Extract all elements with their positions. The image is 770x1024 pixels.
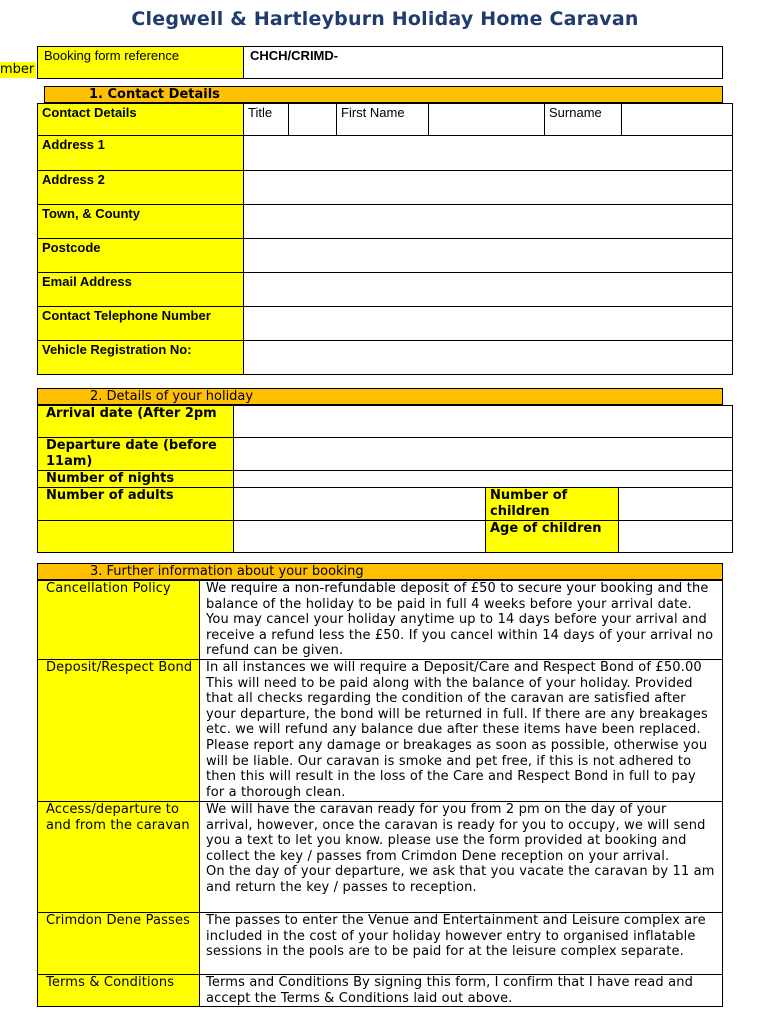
cut-off-label: mber xyxy=(0,62,35,77)
telephone-label: Contact Telephone Number xyxy=(38,307,244,341)
postcode-label: Postcode xyxy=(38,239,244,273)
terms-conditions-label: Terms & Conditions xyxy=(38,975,200,1007)
departure-date-label: Departure date (before 11am) xyxy=(38,438,234,471)
title-input[interactable] xyxy=(289,104,337,136)
holiday-details-table xyxy=(37,405,733,553)
title-label: Title xyxy=(244,104,289,136)
email-address-input[interactable] xyxy=(244,273,733,307)
telephone-input[interactable] xyxy=(244,307,733,341)
access-departure-text-2: On the day of your departure, we ask that you vacate the caravan by 11 am and return the key / passes to reception. xyxy=(206,864,715,895)
terms-conditions-text: Terms and Conditions By signing this form, I confirm that I have read and accept the Terms & Conditions laid out above. xyxy=(200,975,723,1007)
departure-date-input[interactable] xyxy=(234,438,733,471)
access-departure-cell xyxy=(200,802,723,913)
section-1-heading: 1. Contact Details xyxy=(44,86,723,103)
arrival-date-input[interactable] xyxy=(234,406,733,438)
section-2-heading: 2. Details of your holiday xyxy=(37,388,723,405)
booking-reference-label: Booking form reference xyxy=(38,47,244,79)
deposit-bond-text: In all instances we will require a Deposit/Care and Respect Bond of £50.00 This will need to be paid along with the balance of your holiday. Provided that all checks regarding the condition of the caravan are satisfied after your departure, the bond will be returned in full. If there are any breakages etc. we will refund any balance due after these items have been replaced. Please report any damage or breakages as soon as possible, otherwise you will be liable. Our caravan is smoke and pet free, if this is not adhered to then this will result in the loss of the Care and Respect Bond in full to pay for a thorough clean. xyxy=(200,660,723,802)
further-information-table xyxy=(37,580,723,1007)
email-address-label: Email Address xyxy=(38,273,244,307)
contact-details-table xyxy=(37,103,733,375)
address-1-label: Address 1 xyxy=(38,136,244,171)
deposit-bond-label: Deposit/Respect Bond xyxy=(38,660,200,802)
surname-input[interactable] xyxy=(622,104,733,136)
number-of-adults-label: Number of adults xyxy=(38,488,234,521)
town-county-input[interactable] xyxy=(244,205,733,239)
first-name-label: First Name xyxy=(337,104,429,136)
crimdon-dene-passes-text: The passes to enter the Venue and Entertainment and Leisure complex are included in the cost of your holiday however entry to organised inflatable sessions in the pools are to be paid for at the leisure complex separate. xyxy=(200,913,723,975)
access-departure-text: We will have the caravan ready for you from 2 pm on the day of your arrival, however, once the caravan is ready for you to occupy, we will send you a text to let you know. please use the form provided at booking and collect the key / passes from Crimdon Dene reception on your arrival. xyxy=(206,802,706,864)
age-of-children-input[interactable] xyxy=(619,521,733,553)
booking-reference-table xyxy=(37,46,723,79)
number-of-adults-input[interactable] xyxy=(234,488,486,521)
number-of-nights-input[interactable] xyxy=(234,471,733,488)
number-of-children-input[interactable] xyxy=(619,488,733,521)
address-2-label: Address 2 xyxy=(38,171,244,205)
age-of-children-label: Age of children xyxy=(486,521,619,553)
cancellation-policy-text: We require a non-refundable deposit of £50 to secure your booking and the balance of the holiday to be paid in full 4 weeks before your arrival date. You may cancel your holiday anytime up to 14 days before your arrival and receive a refund less the £50. If you cancel within 14 days of your arrival no refund can be given. xyxy=(200,581,723,660)
document-title: Clegwell & Hartleyburn Holiday Home Caravan xyxy=(131,8,639,30)
section-3-heading: 3. Further information about your booking xyxy=(37,563,723,580)
vehicle-registration-input[interactable] xyxy=(244,341,733,375)
arrival-date-label: Arrival date (After 2pm xyxy=(38,406,234,438)
first-name-input[interactable] xyxy=(429,104,545,136)
number-of-nights-label: Number of nights xyxy=(38,471,234,488)
address-2-input[interactable] xyxy=(244,171,733,205)
booking-reference-field[interactable] xyxy=(244,47,723,79)
surname-label: Surname xyxy=(545,104,622,136)
blank-yellow-cell xyxy=(38,521,234,553)
blank-cell[interactable] xyxy=(234,521,486,553)
address-1-input[interactable] xyxy=(244,136,733,171)
contact-details-label: Contact Details xyxy=(38,104,244,136)
vehicle-registration-label: Vehicle Registration No: xyxy=(38,341,244,375)
crimdon-dene-passes-label: Crimdon Dene Passes xyxy=(38,913,200,975)
postcode-input[interactable] xyxy=(244,239,733,273)
cancellation-policy-label: Cancellation Policy xyxy=(38,581,200,660)
booking-reference-value: CHCH/CRIMD- xyxy=(250,48,339,63)
access-departure-label: Access/departure to and from the caravan xyxy=(38,802,200,913)
number-of-children-label: Number of children xyxy=(486,488,619,521)
town-county-label: Town, & County xyxy=(38,205,244,239)
